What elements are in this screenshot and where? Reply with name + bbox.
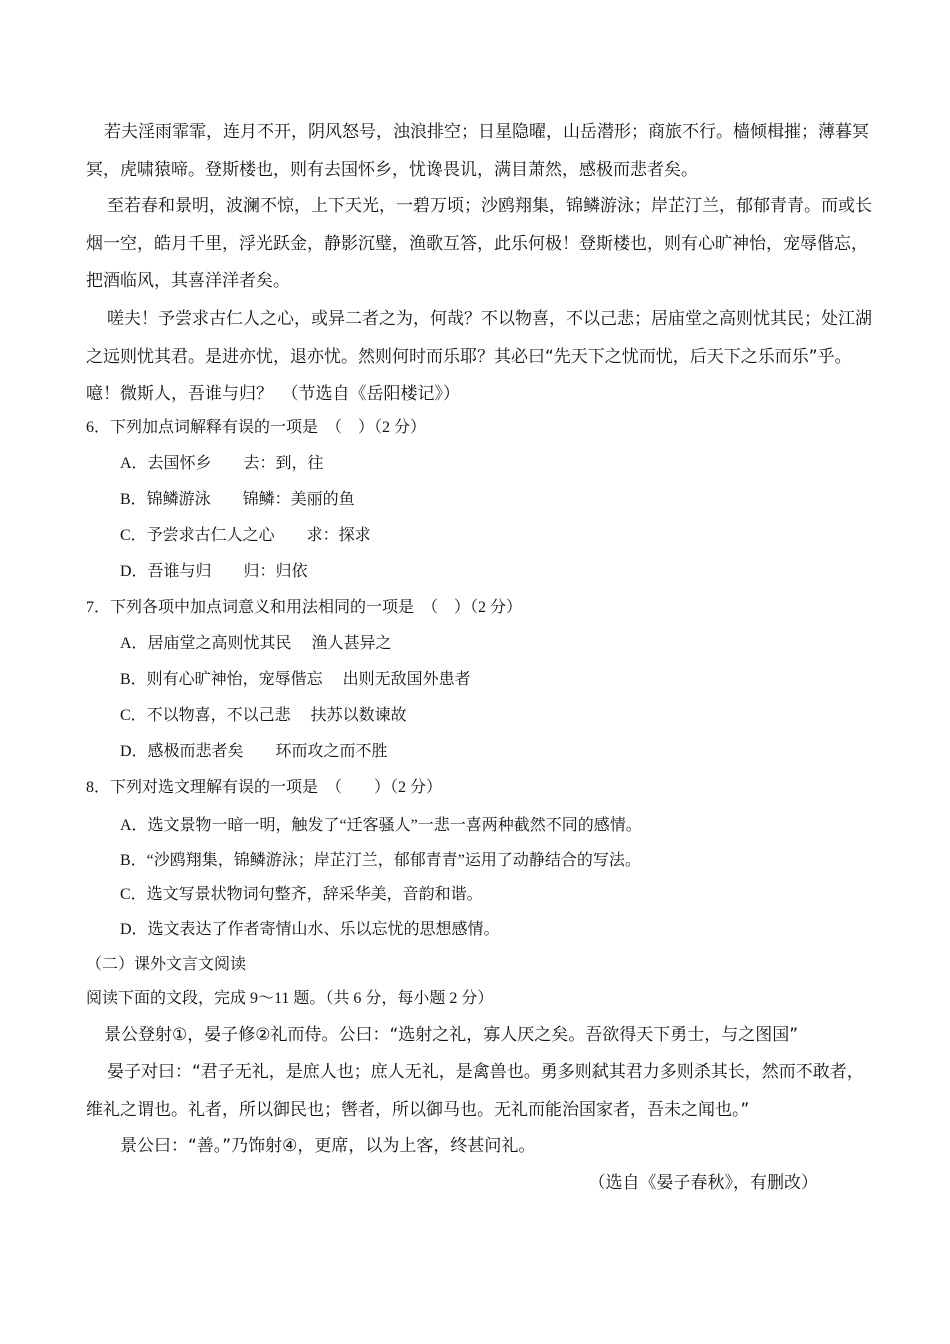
question-8-option-c: C．选文写景状物词句整齐，辞采华美，音韵和谐。 bbox=[120, 886, 483, 903]
section-heading: （二）课外文言文阅读 bbox=[86, 956, 247, 973]
question-7-option-d: D．感极而悲者矣 环而攻之而不胜 bbox=[120, 743, 388, 760]
question-7-option-a: A．居庙堂之高则忧其民 渔人甚异之 bbox=[120, 635, 392, 652]
passage-line: 至若春和景明，波澜不惊，上下天光，一碧万顷；沙鸥翔集，锦鳞游泳；岸芷汀兰，郁郁青青。而或长 bbox=[107, 196, 872, 216]
question-6-option-d: D．吾谁与归 归：归依 bbox=[120, 563, 308, 580]
passage-line: 之远则忧其君。是进亦忧，退亦忧。然则何时而乐耶？其必曰“先天下之忧而忧，后天下之乐而乐”乎。 bbox=[86, 347, 852, 367]
section-instruction: 阅读下面的文段，完成 9～11 题。（共 6 分，每小题 2 分） bbox=[86, 990, 494, 1007]
question-8-option-a: A．选文景物一暗一明，触发了“迁客骚人”一悲一喜两种截然不同的感情。 bbox=[120, 817, 642, 834]
question-6-stem: 6．下列加点词解释有误的一项是 （ ）（2 分） bbox=[86, 419, 427, 436]
passage-line: 把酒临风，其喜洋洋者矣。 bbox=[86, 271, 290, 291]
question-6-option-a: A．去国怀乡 去：到，往 bbox=[120, 455, 324, 472]
passage-line: 晏子对曰：“君子无礼，是庶人也；庶人无礼，是禽兽也。勇多则弑其君力多则杀其长，然而不敢者， bbox=[107, 1062, 864, 1082]
passage-line: 噫！微斯人，吾谁与归？ （节选自《岳阳楼记》） bbox=[86, 384, 460, 404]
source-note: （选自《晏子春秋》，有删改） bbox=[588, 1173, 818, 1193]
question-7-stem: 7．下列各项中加点词意义和用法相同的一项是 （ ）（2 分） bbox=[86, 599, 523, 616]
question-6-option-c: C．予尝求古仁人之心 求：探求 bbox=[120, 527, 371, 544]
passage-line: 嗟夫！予尝求古仁人之心，或异二者之为，何哉？不以物喜，不以己悲；居庙堂之高则忧其民；处江湖 bbox=[107, 309, 872, 329]
passage-line: 景公曰：“善。”乃饰射④，更席，以为上客，终甚问礼。 bbox=[120, 1136, 536, 1156]
passage-line: 维礼之谓也。礼者，所以御民也；辔者，所以御马也。无礼而能治国家者，吾未之闻也。” bbox=[86, 1100, 750, 1120]
question-8-option-d: D．选文表达了作者寄情山水、乐以忘忧的思想感情。 bbox=[120, 921, 500, 938]
question-7-option-b: B．则有心旷神怡，宠辱偕忘 出则无敌国外患者 bbox=[120, 671, 471, 688]
question-8-stem: 8．下列对选文理解有误的一项是 （ ）（2 分） bbox=[86, 779, 443, 796]
question-6-option-b: B．锦鳞游泳 锦鳞：美丽的鱼 bbox=[120, 491, 355, 508]
passage-line: 烟一空，皓月千里，浮光跃金，静影沉璧，渔歌互答，此乐何极！登斯楼也，则有心旷神怡，宠辱偕忘， bbox=[86, 234, 868, 254]
passage-line: 冥，虎啸猿啼。登斯楼也，则有去国怀乡，忧谗畏讥，满目萧然，感极而悲者矣。 bbox=[86, 160, 698, 180]
passage-line: 若夫淫雨霏霏，连月不开，阴风怒号，浊浪排空；日星隐曜，山岳潜形；商旅不行。樯倾楫摧；薄暮冥 bbox=[104, 122, 869, 142]
question-8-option-b: B．“沙鸥翔集，锦鳞游泳；岸芷汀兰，郁郁青青”运用了动静结合的写法。 bbox=[120, 852, 641, 869]
passage-line: 景公登射①，晏子修②礼而侍。公曰：“选射之礼，寡人厌之矣。吾欲得天下勇士，与之图国” bbox=[104, 1025, 799, 1045]
question-7-option-c: C．不以物喜，不以己悲 扶苏以数谏故 bbox=[120, 707, 407, 724]
